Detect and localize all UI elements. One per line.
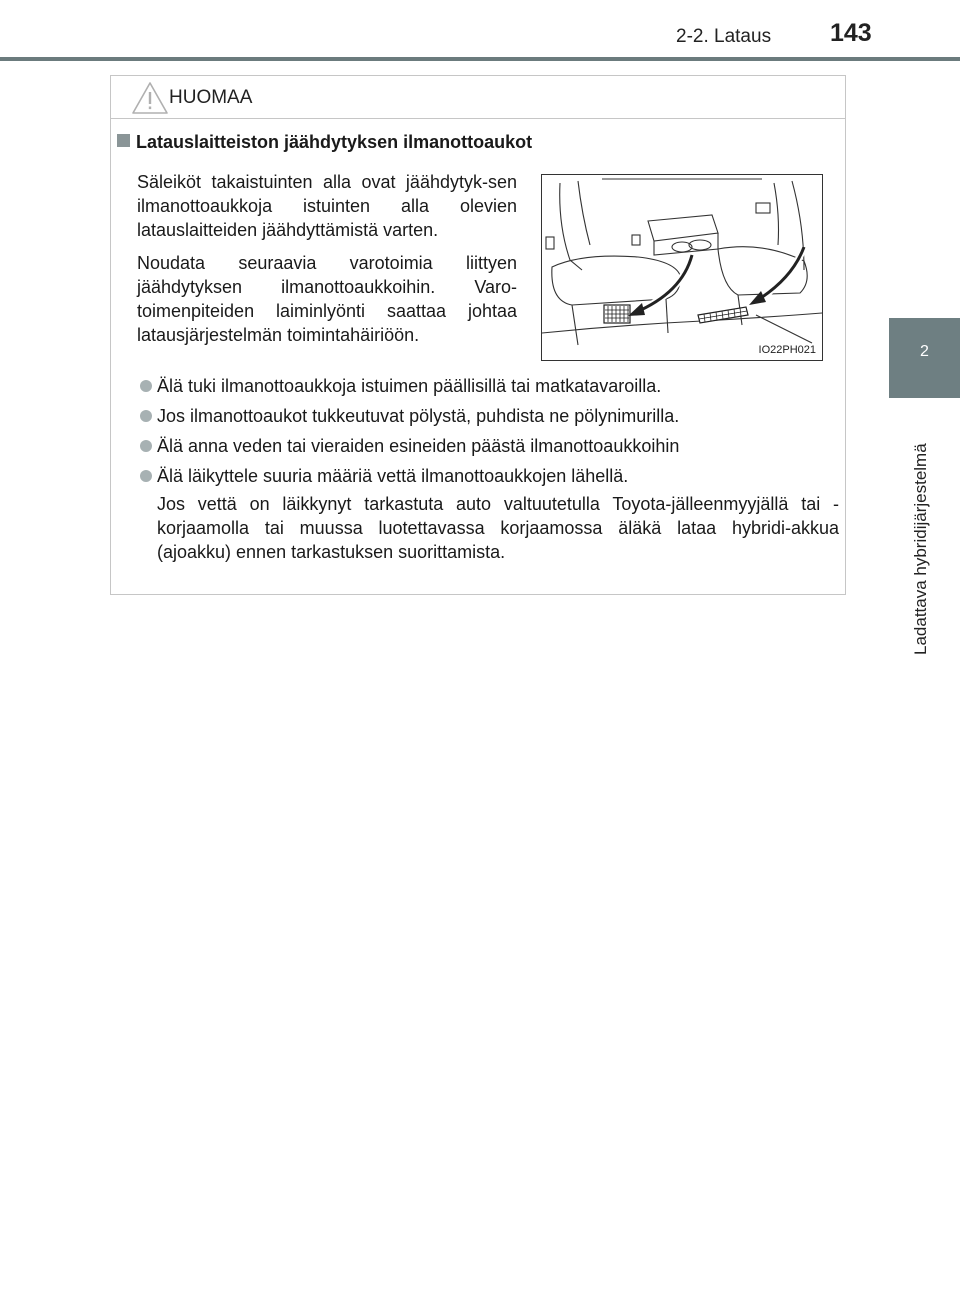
chapter-number: 2: [920, 343, 929, 360]
bullet-dot-icon: [140, 410, 152, 422]
square-bullet-icon: [117, 134, 130, 147]
list-item: [127, 464, 839, 488]
rear-seat-illustration: [541, 174, 823, 361]
seat-vent-drawing: [542, 175, 822, 360]
list-item: [127, 404, 839, 428]
intro-text: [137, 170, 517, 356]
figure-code: IO22PH021: [758, 344, 816, 356]
list-item: [127, 434, 839, 458]
list-item-text: Jos ilmanottoaukot tukkeutuvat pölystä, puhdista ne pölynimurilla.: [157, 406, 680, 426]
warning-triangle-icon: [131, 81, 169, 115]
intro-paragraph: Säleiköt takaistuinten alla ovat jäähdytyk-sen ilmanottoaukkoja istuinten alla olevien latauslaitteiden jäähdyttämistä varten.: [137, 172, 517, 240]
notice-header: [111, 76, 845, 119]
arrow-to-left-vent-icon: [628, 255, 692, 316]
subheading: [117, 132, 532, 153]
chapter-tab: [889, 318, 960, 398]
notice-box: [110, 75, 846, 595]
intro-paragraph: Noudata seuraavia varotoimia liittyen jäähdytyksen ilmanottoaukkoihin. Varo-toimenpiteiden laiminlyönti saattaa johtaa latausjärjestelmän toimintahäiriöön.: [137, 253, 517, 345]
list-item-detail: Jos vettä on läikkynyt tarkastuta auto valtuutetulla Toyota-jälleenmyyjällä tai -korjaamolla tai muussa luotettavassa korjaamossa äläkä lataa hybridi-akkua (ajoakku) ennen tarkastuksen suorittamista.: [157, 494, 839, 562]
subheading-text: Latauslaitteiston jäähdytyksen ilmanottoaukot: [136, 132, 533, 152]
bullet-dot-icon: [140, 470, 152, 482]
list-item-text: Älä tuki ilmanottoaukkoja istuimen päällisillä tai matkatavaroilla.: [157, 376, 662, 396]
precaution-list: [127, 374, 839, 564]
vent-grille-right: [698, 307, 748, 323]
header-divider: [0, 57, 960, 61]
page-number: 143: [830, 19, 872, 47]
section-title: 2-2. Lataus: [676, 26, 772, 47]
list-item: [127, 374, 839, 398]
bullet-dot-icon: [140, 440, 152, 452]
arrow-to-right-vent-icon: [749, 247, 804, 305]
vent-grille-left: [604, 305, 630, 323]
list-item-text: Älä läikyttele suuria määriä vettä ilmanottoaukkojen lähellä.: [157, 466, 629, 486]
bullet-dot-icon: [140, 380, 152, 392]
chapter-title: Ladattava hybridijärjestelmä: [911, 443, 930, 655]
list-item-text: Älä anna veden tai vieraiden esineiden päästä ilmanottoaukkoihin: [157, 436, 680, 456]
notice-title: HUOMAA: [169, 87, 253, 108]
